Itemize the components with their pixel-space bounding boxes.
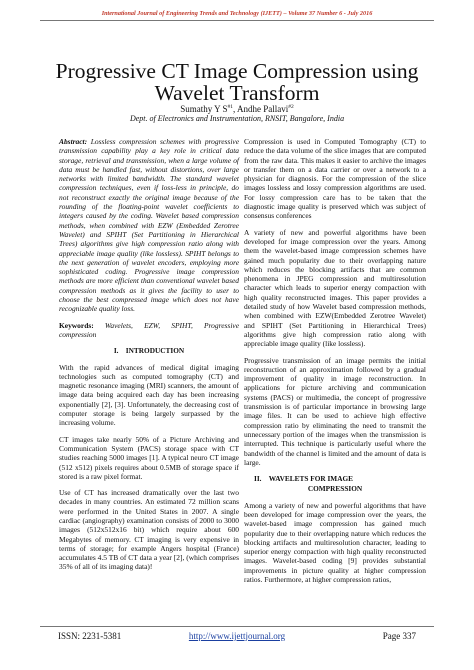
abstract-label: Abstract: (59, 137, 88, 146)
keywords-label: Keywords: (59, 320, 94, 330)
footer-issn: ISSN: 2231-5381 (58, 631, 122, 641)
section-heading-introduction: I. INTRODUCTION (113, 346, 185, 356)
intro-paragraph-2: CT images take nearly 50% of a Picture Archiving and Communication System (PACS) storage space with CT studies reaching 5000 images [1]. A typical neuro CT image (512 x512) pixels requires about 0.5MB of storage space if stored is a raw pixel format. (59, 434, 239, 481)
body-paragraph-2: A variety of new and powerful algorithms have been developed for image compression over the years. Among them the wavelet-based image compression schemes have gained much popularity due to their overlapping nature which reduces the blocking artifacts that are common phenomena in JPEG compression and multiresolution character which leads to superior energy compaction with high quality reconstructed images. This paper provides a detailed study of how Wavelet based compression methods, when combined with EZW(Embedded Zerotree Wavelet) and SPIHT (Set Partitioning in Hierarchical Trees) algorithms give high compression ratio along with appreciable image quality (like lossless). (244, 227, 426, 349)
footer-page-number: Page 337 (382, 631, 416, 641)
keywords-text: Wavelets, EZW, SPIHT, Progressive compression (59, 320, 239, 339)
body-paragraph-1: Compression is used in Computed Tomography (CT) to reduce the data volume of the slice images that are computed from the raw data. This makes it easier to archive the images or transfer them on a data carrier or over a network to a physician for diagnosis. For the compression of the slice images lossless and lossy compression algorithms are used. For lossy compression care has to be taken that the diagnostic image quality is preserved which was subject of consensus conferences (244, 137, 426, 221)
footer-rule (40, 626, 434, 627)
intro-paragraph-1: With the rapid advances of medical digital imaging technologies such as computed tomography (CT) and magnetic resonance imaging (MRI) scanners, the amount of image data being acquired each day has been increasing exponentially [2], [3]. Unfortunately, the decreasing cost of computer storage is being largely surpassed by the increasing volume. (59, 362, 239, 428)
intro-paragraph-3: Use of CT has increased dramatically over the last two decades in many countries. An estimated 72 million scans were performed in the United States in 2007. A single cardiac (angiography) examination consists of 2000 to 3000 images (512x512x16 bit) which require about 600 Megabytes of memory. CT imaging is very expensive in terms of storage; for example Angers hospital (France) accumulates 4.5 TB of CT data a year [2], (which comprises 35% of all of its imaging data)! (59, 488, 239, 572)
body-paragraph-3: Progressive transmission of an image permits the initial reconstruction of an approximation followed by a gradual improvement of quality in image reconstruction. In applications for picture archiving and communication systems (PACS) or multimedia, the concept of progressive transmission is of particular importance in browsing large image files. It can be used to achieve high effective compression ratio by eliminating the need to transmit the unnecessary portion of the images when the transmission is interrupted. This technique is particularly useful where the bandwidth of the channel is limited and the amount of data is large. (244, 355, 426, 467)
body-paragraph-4: Among a variety of new and powerful algorithms that have been developed for image compression over the years, the wavelet-based image compression has gained much popularity due to their overlapping nature which reduces the blocking artifacts and multiresolution character, leading to superior energy compaction with high quality reconstructed images. Wavelet-based coding [9] provides substantial improvements in picture quality at higher compression ratios. Furthermore, at higher compression ratios, (244, 500, 426, 585)
title-line-1: Progressive CT Image Compression using (55, 59, 419, 83)
title-line-2: Wavelet Transform (154, 81, 320, 105)
abstract (59, 137, 239, 314)
author-2: , Andhe Pallavi (233, 104, 289, 114)
section-heading-wavelets: II. WAVELETS FOR IMAGE (254, 474, 354, 484)
authors (0, 104, 474, 114)
section-heading-wavelets-line-2: COMPRESSION (307, 484, 363, 494)
right-column (244, 137, 426, 591)
journal-header: International Journal of Engineering Trends and Technology (IJETT) – Volume 37 Number 6 - July 2016 (101, 10, 373, 17)
author-2-mark: #2 (288, 104, 294, 110)
footer-url-link[interactable]: http://www.ijettjournal.org (188, 631, 286, 641)
keywords (59, 321, 239, 340)
left-column (59, 137, 239, 579)
affiliation: Dept. of Electronics and Instrumentation, RNSIT, Bangalore, India (129, 114, 345, 123)
abstract-text: Lossless compression schemes with progressive transmission capability play a key role in critical data storage, retrieval and transmission, when a large volume of data must be handled fast, without distortions, over large networks with limited bandwidth. The standard wavelet compression techniques, even if loss-less in principle, do not reconstruct exactly the original image because of the rounding of the floating-point wavelet coefficients to integers caused by the coding. Wavelet based compression methods, when combined with EZW (Embedded Zerotree Wavelet) and SPIHT (Set Partitioning in Hierarchical Trees) algorithms give high compression ratio along with appreciable image quality (like lossless). SPIHT belongs to the next generation of wavelet encoders, employing more sophisticated coding. Progressive image compression methods are more efficient than conventional wavelet based compression methods as it gives the facility to user to choose the best compressed image which does not have recognizable quality loss. (59, 137, 239, 314)
author-1-mark: #1 (227, 104, 234, 110)
paper-title (0, 60, 474, 104)
author-1: Sumathy Y S (180, 104, 228, 114)
header-rule (40, 20, 434, 21)
